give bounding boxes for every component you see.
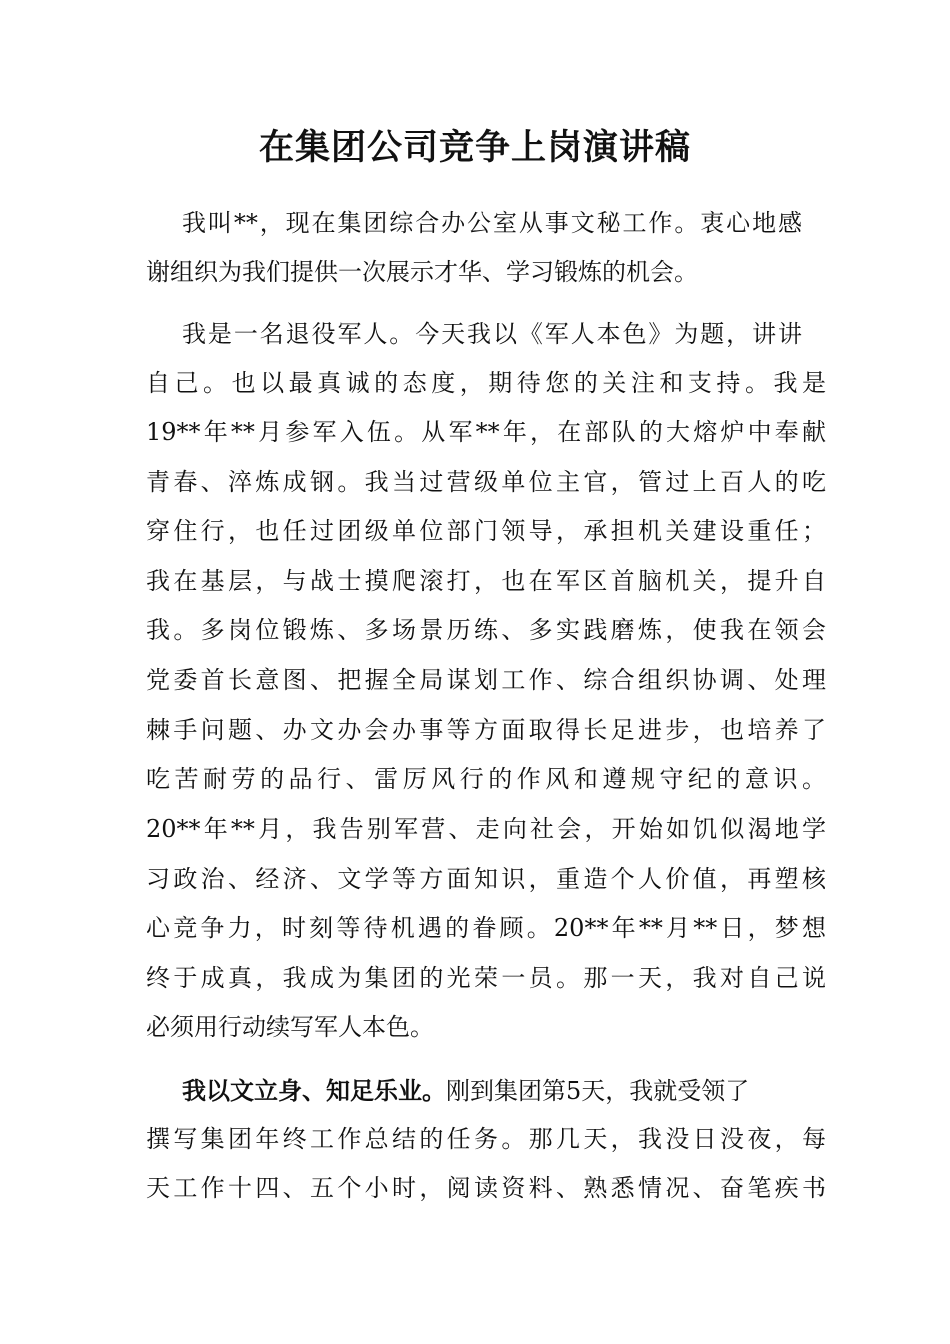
paragraph-2-line-11: 20**年**月，我告别军营、走向社会，开始如饥似渴地学 xyxy=(146,815,826,843)
paragraph-2-line-1: 我是一名退役军人。今天我以《军人本色》为题，讲讲 xyxy=(182,320,802,348)
paragraph-2-line-15: 必须用行动续写军人本色。 xyxy=(146,1013,434,1041)
paragraph-2-line-6: 我在基层，与战士摸爬滚打，也在军区首脑机关，提升自 xyxy=(146,567,826,595)
paragraph-3-bold-lead: 我以文立身、知足乐业。 xyxy=(182,1076,446,1105)
paragraph-2-line-2: 自己。也以最真诚的态度，期待您的关注和支持。我是 xyxy=(146,369,826,397)
paragraph-2-line-3: 19**年**月参军入伍。从军**年，在部队的大熔炉中奉献 xyxy=(146,418,826,446)
paragraph-3-line-1-text: 刚到集团第5天，我就受领了 xyxy=(446,1077,750,1105)
document-title: 在集团公司竞争上岗演讲稿 xyxy=(258,127,691,168)
paragraph-2-line-9: 棘手问题、办文办会办事等方面取得长足进步，也培养了 xyxy=(146,716,826,744)
paragraph-2-line-7: 我。多岗位锻炼、多场景历练、多实践磨炼，使我在领会 xyxy=(146,616,826,644)
paragraph-1-line-1: 我叫**，现在集团综合办公室从事文秘工作。衷心地感 xyxy=(182,209,802,237)
paragraph-3-line-3: 天工作十四、五个小时，阅读资料、熟悉情况、奋笔疾书 xyxy=(146,1174,826,1202)
paragraph-2-line-5: 穿住行，也任过团级单位部门领导，承担机关建设重任； xyxy=(146,517,826,545)
paragraph-2-line-12: 习政治、经济、文学等方面知识，重造个人价值，再塑核 xyxy=(146,865,826,893)
paragraph-2-line-13: 心竞争力，时刻等待机遇的眷顾。20**年**月**日，梦想 xyxy=(146,914,826,942)
paragraph-2-line-14: 终于成真，我成为集团的光荣一员。那一天，我对自己说 xyxy=(146,964,826,992)
paragraph-2-line-4: 青春、淬炼成钢。我当过营级单位主官，管过上百人的吃 xyxy=(146,468,826,496)
paragraph-2-line-10: 吃苦耐劳的品行、雷厉风行的作风和遵规守纪的意识。 xyxy=(146,765,826,793)
paragraph-3-line-1 xyxy=(182,1066,802,1115)
paragraph-3-line-2: 撰写集团年终工作总结的任务。那几天，我没日没夜，每 xyxy=(146,1125,826,1153)
paragraph-1-line-2: 谢组织为我们提供一次展示才华、学习锻炼的机会。 xyxy=(146,258,698,286)
paragraph-2-line-8: 党委首长意图、把握全局谋划工作、综合组织协调、处理 xyxy=(146,666,826,694)
